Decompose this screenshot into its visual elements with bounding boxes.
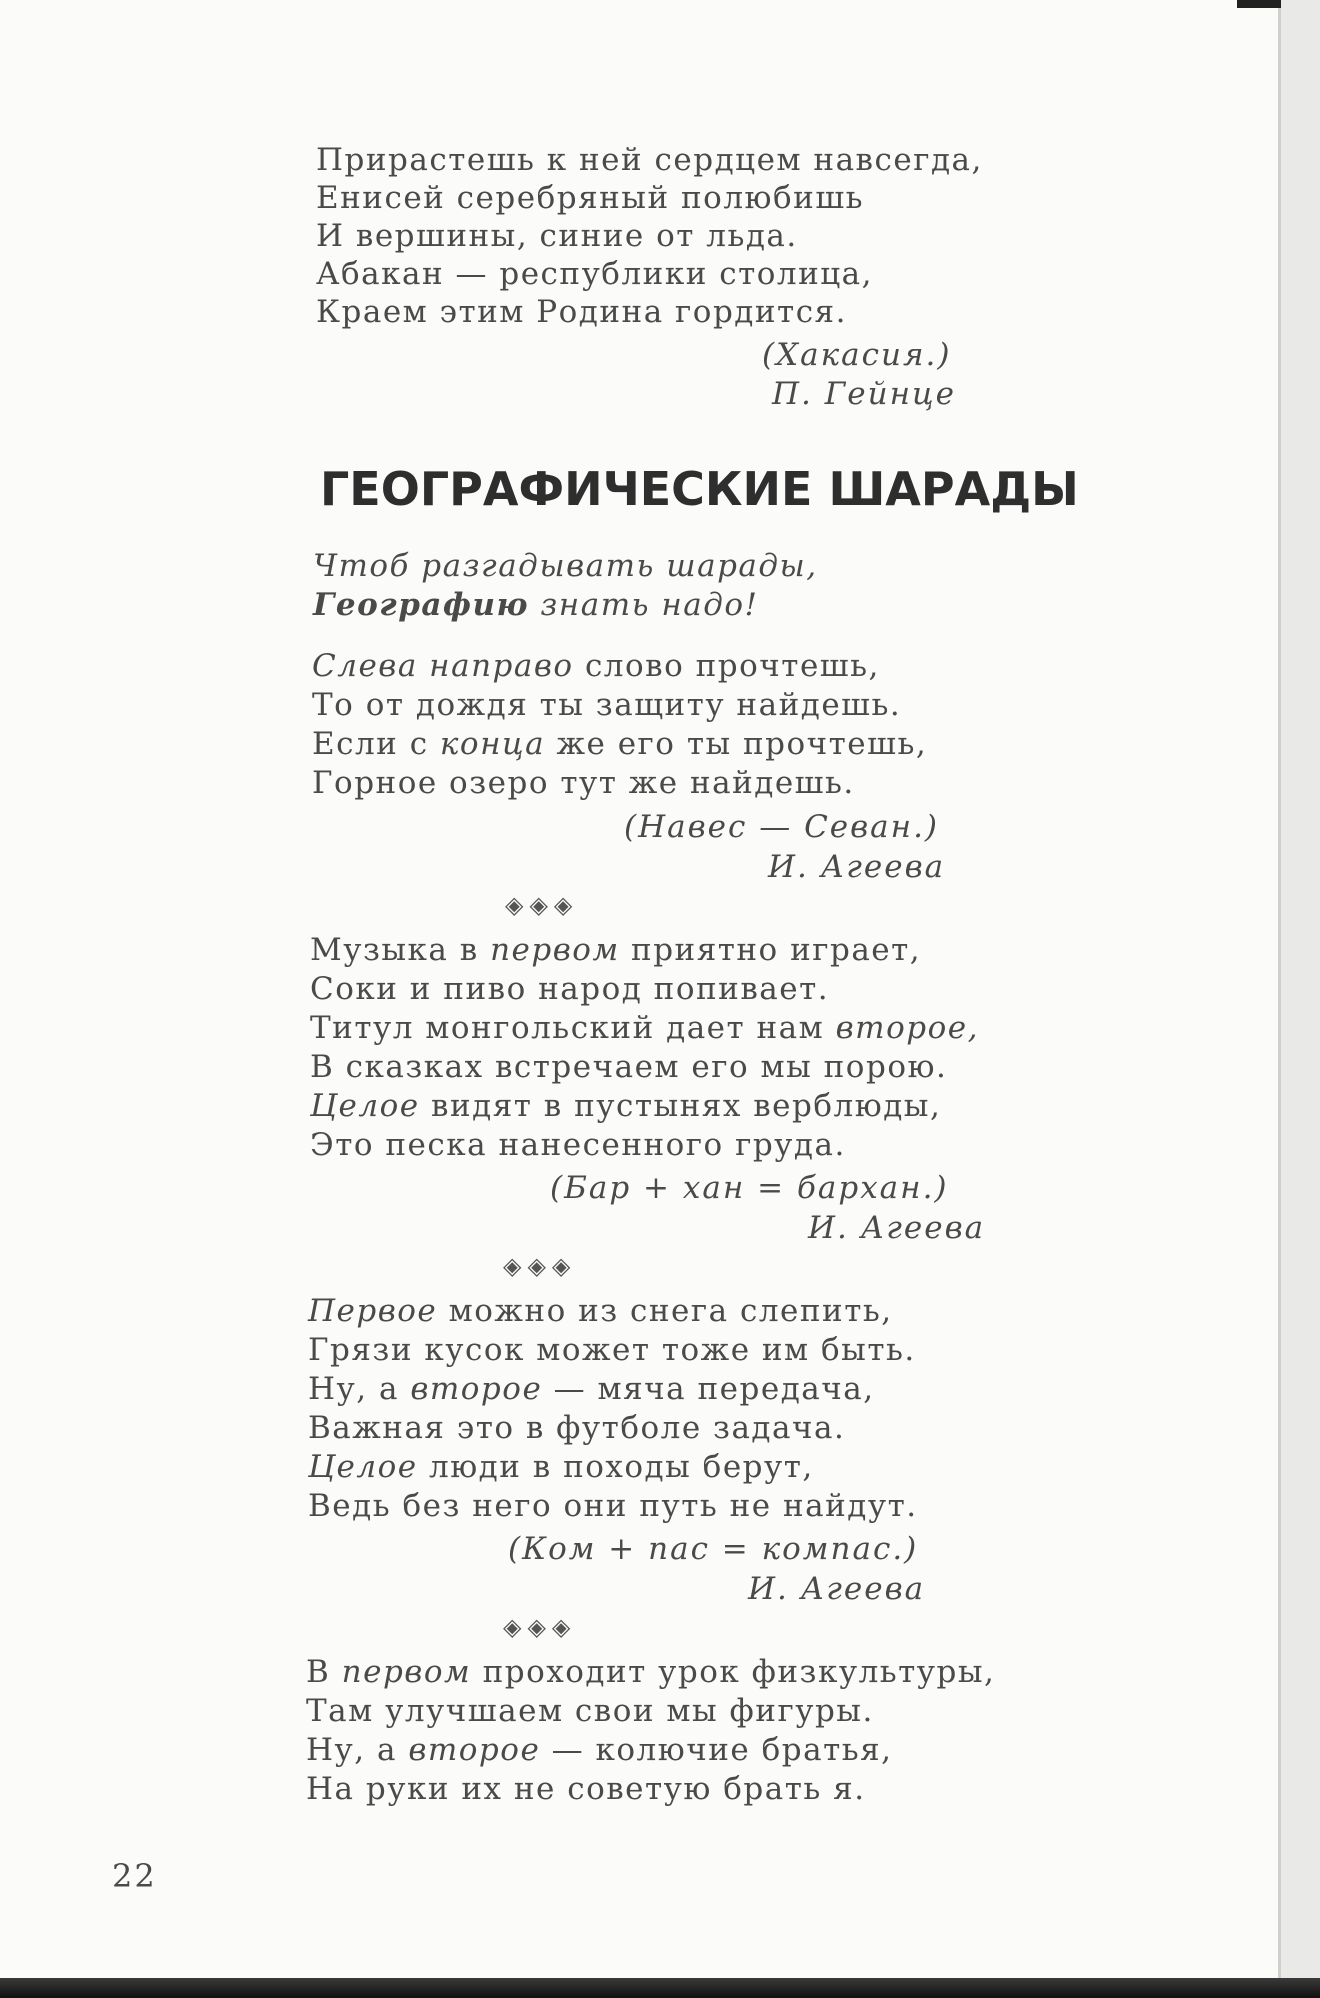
poem-line: Енисей серебряный полюбишь	[316, 180, 865, 216]
charade-line	[310, 932, 922, 968]
italic-fragment: Первое	[308, 1293, 438, 1329]
poem-note: (Хакасия.)	[762, 337, 952, 373]
charade-author: И. Агеева	[808, 1210, 986, 1246]
text-fragment: Ну, а	[308, 1371, 411, 1407]
text-fragment: люди в походы берут,	[417, 1449, 814, 1485]
charade-line	[308, 1293, 893, 1329]
charade-line	[308, 1449, 814, 1485]
poem-author: П. Гейнце	[772, 376, 956, 412]
scan-bottom-edge	[0, 1978, 1320, 1998]
charade-line	[312, 648, 880, 684]
separator-diamonds: ◈◈◈	[503, 1252, 577, 1280]
poem-line: Краем этим Родина гордится.	[316, 294, 847, 330]
text-fragment: Если с	[312, 726, 440, 762]
italic-fragment: Целое	[308, 1449, 418, 1485]
italic-fragment: Слева направо	[312, 648, 574, 684]
italic-fragment: второе	[410, 1371, 543, 1407]
charade-line	[310, 1088, 942, 1124]
italic-fragment: первом	[490, 932, 620, 968]
poem-line: И вершины, синие от льда.	[316, 218, 798, 254]
page-number: 22	[112, 1857, 157, 1895]
charade-author: И. Агеева	[768, 849, 946, 885]
charade-line: На руки их не советую брать я.	[306, 1771, 866, 1807]
italic-fragment: конца	[439, 726, 546, 762]
text-fragment: Музыка в	[310, 932, 491, 968]
text-fragment: — мяча передача,	[542, 1371, 875, 1407]
charade-author: И. Агеева	[748, 1571, 926, 1607]
charade-line	[306, 1654, 996, 1690]
charade-line: Ведь без него они путь не найдут.	[308, 1488, 918, 1524]
italic-fragment: Целое	[310, 1088, 420, 1124]
epigraph-rest: знать надо!	[529, 587, 759, 623]
charade-line	[310, 1010, 979, 1046]
charade-line: То от дождя ты защиту найдешь.	[312, 687, 902, 723]
text-fragment: В	[306, 1654, 342, 1690]
charade-answer: (Бар + хан = бархан.)	[550, 1170, 949, 1206]
charade-line: Это песка нанесенного груда.	[310, 1127, 846, 1163]
epigraph-line	[313, 587, 759, 623]
text-fragment: — колючие братья,	[540, 1732, 893, 1768]
charade-line	[308, 1371, 875, 1407]
poem-line: Абакан — республики столица,	[316, 256, 874, 292]
italic-fragment: первом	[341, 1654, 472, 1690]
separator-diamonds: ◈◈◈	[503, 1613, 577, 1641]
epigraph-line: Чтоб разгадывать шарады,	[313, 548, 818, 584]
text-fragment: Ну, а	[306, 1732, 409, 1768]
separator-diamonds: ◈◈◈	[505, 891, 579, 919]
text-fragment: проходит урок физкультуры,	[471, 1654, 996, 1690]
charade-line	[312, 726, 928, 762]
charade-line	[306, 1732, 893, 1768]
charade-line: Соки и пиво народ попивает.	[310, 971, 830, 1007]
text-fragment: приятно играет,	[619, 932, 922, 968]
text-fragment: же его ты прочтешь,	[545, 726, 928, 762]
section-title: ГЕОГРАФИЧЕСКИЕ ШАРАДЫ	[320, 462, 1079, 516]
text-fragment: можно из снега слепить,	[437, 1293, 893, 1329]
charade-line: В сказках встречаем его мы порою.	[310, 1049, 948, 1085]
italic-fragment: второе	[408, 1732, 541, 1768]
epigraph-bold-word: Географию	[313, 587, 530, 623]
text-fragment: видят в пустынях верблюды,	[419, 1088, 942, 1124]
charade-answer: (Ком + пас = компас.)	[508, 1531, 919, 1567]
charade-line: Грязи кусок может тоже им быть.	[308, 1332, 916, 1368]
text-fragment: слово прочтешь,	[573, 648, 880, 684]
charade-answer: (Навес — Севан.)	[624, 809, 940, 845]
text-fragment: Титул монгольский дает нам	[310, 1010, 836, 1046]
poem-line: Прирастешь к ней сердцем навсегда,	[316, 142, 983, 178]
charade-line: Там улучшаем свои мы фигуры.	[306, 1693, 874, 1729]
charade-line: Горное озеро тут же найдешь.	[312, 765, 855, 801]
italic-fragment: второе,	[835, 1010, 979, 1046]
scan-corner-mark	[1237, 0, 1281, 8]
charade-line: Важная это в футболе задача.	[308, 1410, 846, 1446]
